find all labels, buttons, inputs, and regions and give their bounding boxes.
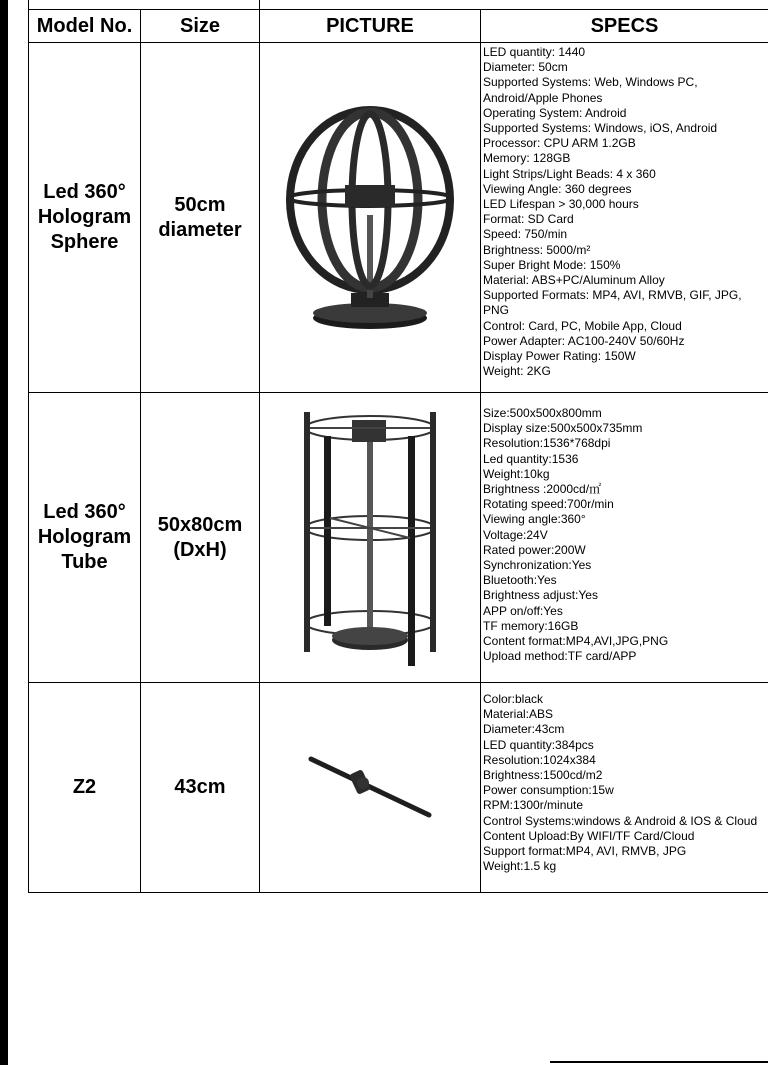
spec-line: Diameter:43cm <box>483 722 565 737</box>
spec-line: LED Lifespan > 30,000 hours <box>483 197 639 212</box>
model-cell: Z2 <box>29 683 141 893</box>
spec-line: Weight: 2KG <box>483 364 551 379</box>
spec-line: Supported Formats: MP4, AVI, RMVB, GIF, JPG, <box>483 288 742 303</box>
picture-cell <box>260 683 481 893</box>
spec-line: Resolution:1536*768dpi <box>483 436 611 451</box>
header-model-no: Model No. <box>29 10 141 43</box>
spec-line: TF memory:16GB <box>483 618 579 633</box>
spec-line: Viewing Angle: 360 degrees <box>483 181 632 196</box>
page-bottom-rule <box>550 1061 768 1063</box>
spec-line: Processor: CPU ARM 1.2GB <box>483 136 636 151</box>
spec-line: Content Upload:By WIFI/TF Card/Cloud <box>483 828 695 843</box>
header-picture: PICTURE <box>260 10 481 43</box>
spec-line: Brightness:1500cd/m2 <box>483 768 603 783</box>
spec-line: Brightness adjust:Yes <box>483 588 598 603</box>
hologram-fan-image <box>305 753 435 823</box>
spec-line: Super Bright Mode: 150% <box>483 257 621 272</box>
table-header-row <box>29 10 768 43</box>
spec-line: Display Power Rating: 150W <box>483 349 636 364</box>
spec-line: Rotating speed:700r/min <box>483 497 614 512</box>
spec-line: Supported Systems: Web, Windows PC, <box>483 75 698 90</box>
spec-line: Resolution:1024x384 <box>483 752 596 767</box>
specs-list <box>483 45 768 379</box>
specs-list <box>483 685 768 874</box>
spec-line: PNG <box>483 303 510 318</box>
header-size: Size <box>141 10 260 43</box>
specs-cell <box>481 43 768 393</box>
picture-cell <box>260 43 481 393</box>
spec-line: Speed: 750/min <box>483 227 568 242</box>
spec-line: Voltage:24V <box>483 527 548 542</box>
size-cell: 50cm diameter <box>141 43 260 393</box>
table-row <box>29 43 768 393</box>
size-cell: 50x80cm (DxH) <box>141 393 260 683</box>
spec-line: Color:black <box>483 692 544 706</box>
model-cell: Led 360° Hologram Tube <box>29 393 141 683</box>
specs-cell <box>481 393 768 683</box>
spec-line: Support format:MP4, AVI, RMVB, JPG <box>483 844 687 859</box>
spec-line: Light Strips/Light Beads: 4 x 360 <box>483 166 656 181</box>
model-cell: Led 360° Hologram Sphere <box>29 43 141 393</box>
spec-line: Material: ABS+PC/Aluminum Alloy <box>483 273 665 288</box>
spec-line: Control: Card, PC, Mobile App, Cloud <box>483 318 682 333</box>
spec-line: Diameter: 50cm <box>483 60 568 75</box>
spec-line: Weight:1.5 kg <box>483 859 557 874</box>
product-spec-table <box>28 9 768 893</box>
spec-line: Brightness :2000cd/㎡ <box>483 482 602 497</box>
spec-line: Led quantity:1536 <box>483 451 579 466</box>
spec-line: LED quantity: 1440 <box>483 45 586 59</box>
header-specs: SPECS <box>481 10 768 43</box>
spec-line: Operating System: Android <box>483 105 627 120</box>
hologram-tube-image <box>300 408 440 668</box>
spec-line: APP on/off:Yes <box>483 603 563 618</box>
spec-line: LED quantity:384pcs <box>483 737 594 752</box>
spec-line: Memory: 128GB <box>483 151 571 166</box>
specs-list <box>483 395 768 664</box>
specs-cell <box>481 683 768 893</box>
spec-line: Content format:MP4,AVI,JPG,PNG <box>483 634 669 649</box>
spec-line: Weight:10kg <box>483 466 550 481</box>
spec-line: RPM:1300r/minute <box>483 798 584 813</box>
page-edge-bar <box>0 0 8 1065</box>
hologram-sphere-image <box>283 105 458 330</box>
size-cell: 43cm <box>141 683 260 893</box>
spec-line: Power Adapter: AC100-240V 50/60Hz <box>483 333 685 348</box>
spec-line: Control Systems:windows & Android & IOS & Cloud <box>483 813 758 828</box>
spec-line: Rated power:200W <box>483 542 586 557</box>
spec-line: Brightness: 5000/m² <box>483 242 591 257</box>
spec-line: Display size:500x500x735mm <box>483 421 643 436</box>
picture-cell <box>260 393 481 683</box>
spec-line: Bluetooth:Yes <box>483 573 557 588</box>
table-row <box>29 683 768 893</box>
spec-line: Android/Apple Phones <box>483 90 603 105</box>
spec-line: Size:500x500x800mm <box>483 406 602 420</box>
spec-line: Upload method:TF card/APP <box>483 649 637 664</box>
table-row <box>29 393 768 683</box>
spec-line: Format: SD Card <box>483 212 574 227</box>
spec-line: Supported Systems: Windows, iOS, Android <box>483 121 718 136</box>
spec-line: Viewing angle:360° <box>483 512 586 527</box>
spec-line: Power consumption:15w <box>483 783 614 798</box>
spec-line: Material:ABS <box>483 707 554 722</box>
spec-line: Synchronization:Yes <box>483 558 592 573</box>
